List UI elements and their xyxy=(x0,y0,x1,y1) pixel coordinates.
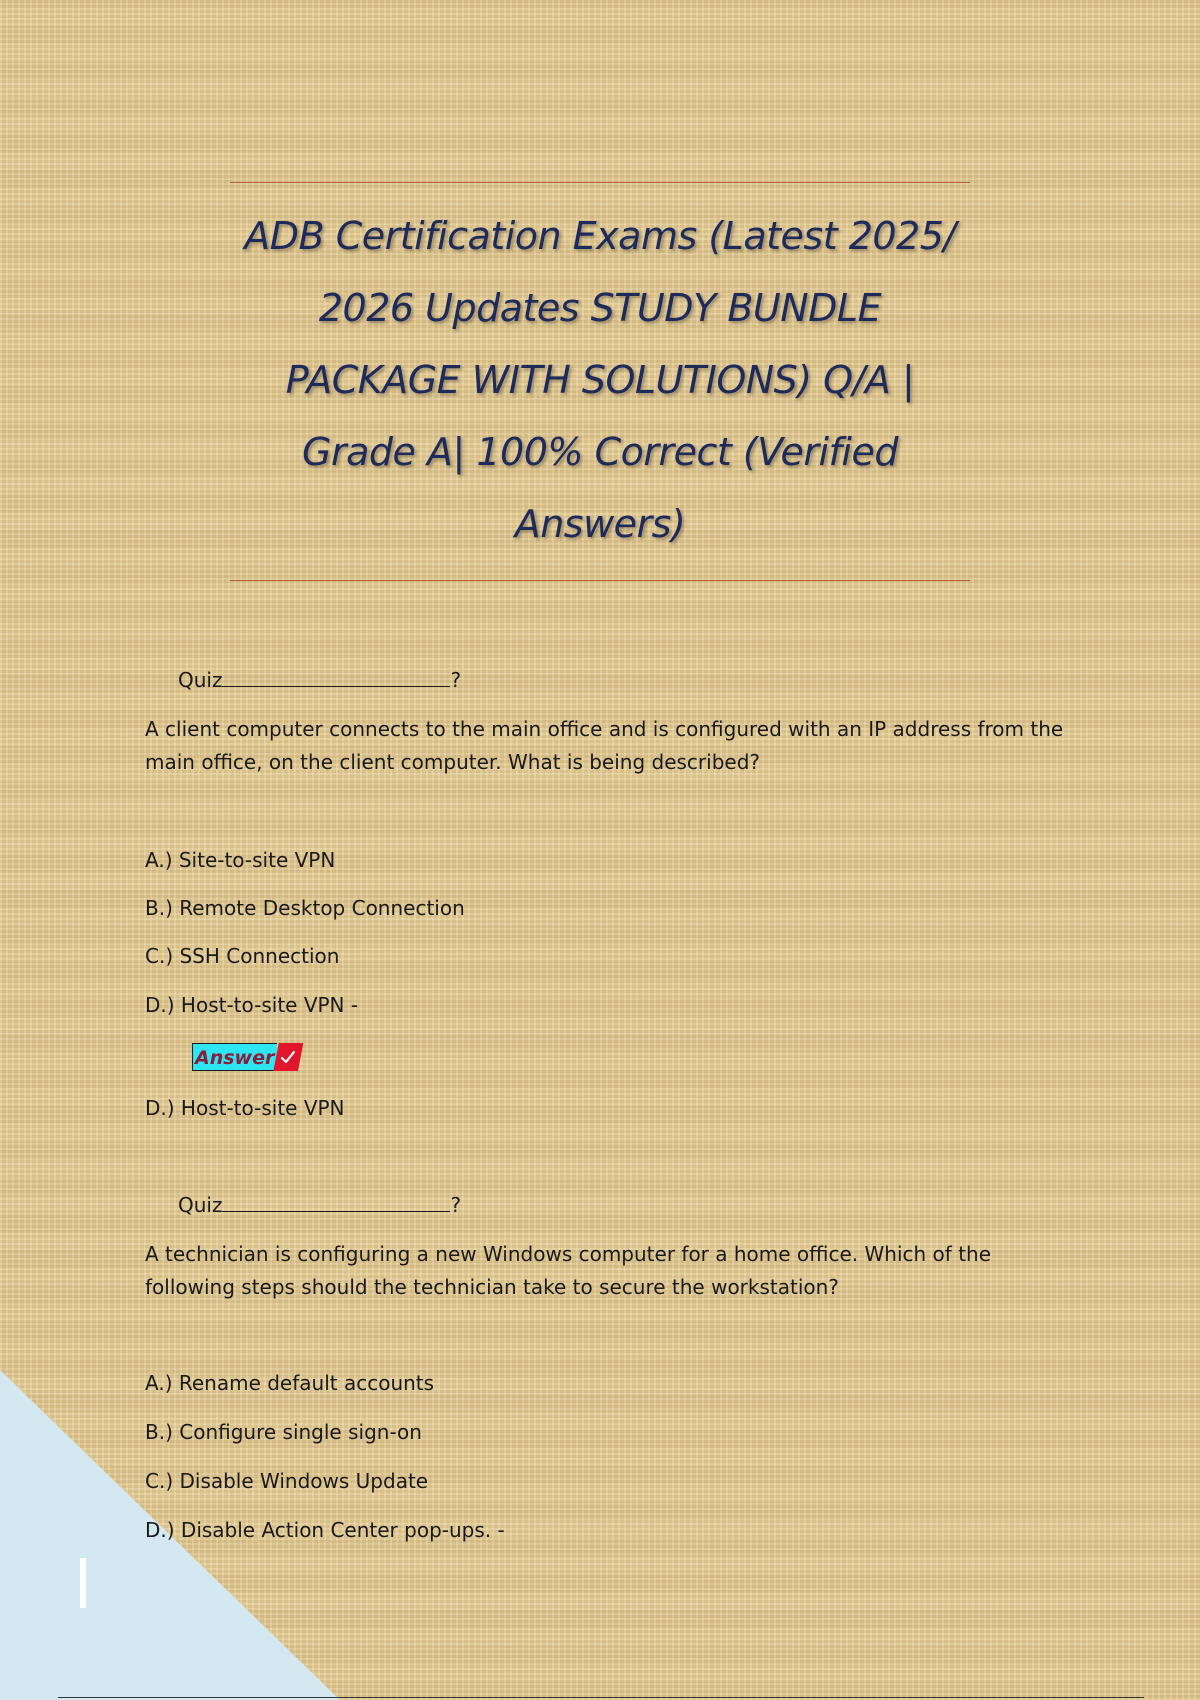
quiz-1-option-d: D.) Host-to-site VPN - xyxy=(145,993,359,1017)
document-title xyxy=(200,200,1000,560)
page-bottom-line xyxy=(58,1697,1144,1698)
quiz-2-question xyxy=(145,1238,1075,1304)
title-line-1: ADB Certification Exams (Latest 2025/ xyxy=(244,214,956,258)
quiz-2-mark: ? xyxy=(450,1193,462,1217)
corner-bar xyxy=(80,1558,86,1608)
quiz-1-option-b: B.) Remote Desktop Connection xyxy=(145,896,465,920)
title-bottom-rule xyxy=(230,580,970,581)
quiz-1-label xyxy=(178,668,461,692)
title-line-2: 2026 Updates STUDY BUNDLE xyxy=(318,286,882,330)
quiz-1-label-text: Quiz xyxy=(178,668,223,692)
quiz-1-option-c: C.) SSH Connection xyxy=(145,944,340,968)
quiz-2-option-a: A.) Rename default accounts xyxy=(145,1371,435,1395)
answer-label: Answer xyxy=(192,1043,277,1071)
answer-badge xyxy=(192,1043,303,1071)
quiz-1-answer: D.) Host-to-site VPN xyxy=(145,1096,345,1120)
title-line-3: PACKAGE WITH SOLUTIONS) Q/A | xyxy=(285,358,915,402)
quiz-1-option-a: A.) Site-to-site VPN xyxy=(145,848,336,872)
quiz-2-label xyxy=(178,1193,461,1217)
title-line-4: Grade A| 100% Correct (Verified xyxy=(302,430,898,474)
quiz-1-question-line-1: A client computer connects to the main office and is configured with an IP address from the xyxy=(145,717,1064,741)
quiz-2-label-text: Quiz xyxy=(178,1193,223,1217)
quiz-1-question xyxy=(145,713,1075,779)
quiz-2-option-d: D.) Disable Action Center pop-ups. - xyxy=(145,1518,505,1542)
checkmark-icon xyxy=(273,1043,303,1071)
quiz-2-option-b: B.) Configure single sign-on xyxy=(145,1420,422,1444)
title-top-rule xyxy=(230,182,970,183)
title-line-5: Answers) xyxy=(514,502,686,546)
quiz-2-blank xyxy=(222,1193,450,1212)
quiz-2-question-line-1: A technician is configuring a new Windows computer for a home office. Which of the xyxy=(145,1242,992,1266)
quiz-2-question-line-2: following steps should the technician take to secure the workstation? xyxy=(145,1275,839,1299)
quiz-1-mark: ? xyxy=(450,668,462,692)
quiz-2-option-c: C.) Disable Windows Update xyxy=(145,1469,429,1493)
checkmark-glyph xyxy=(279,1048,297,1066)
quiz-1-blank xyxy=(222,668,450,687)
quiz-1-question-line-2: main office, on the client computer. What is being described? xyxy=(145,750,761,774)
